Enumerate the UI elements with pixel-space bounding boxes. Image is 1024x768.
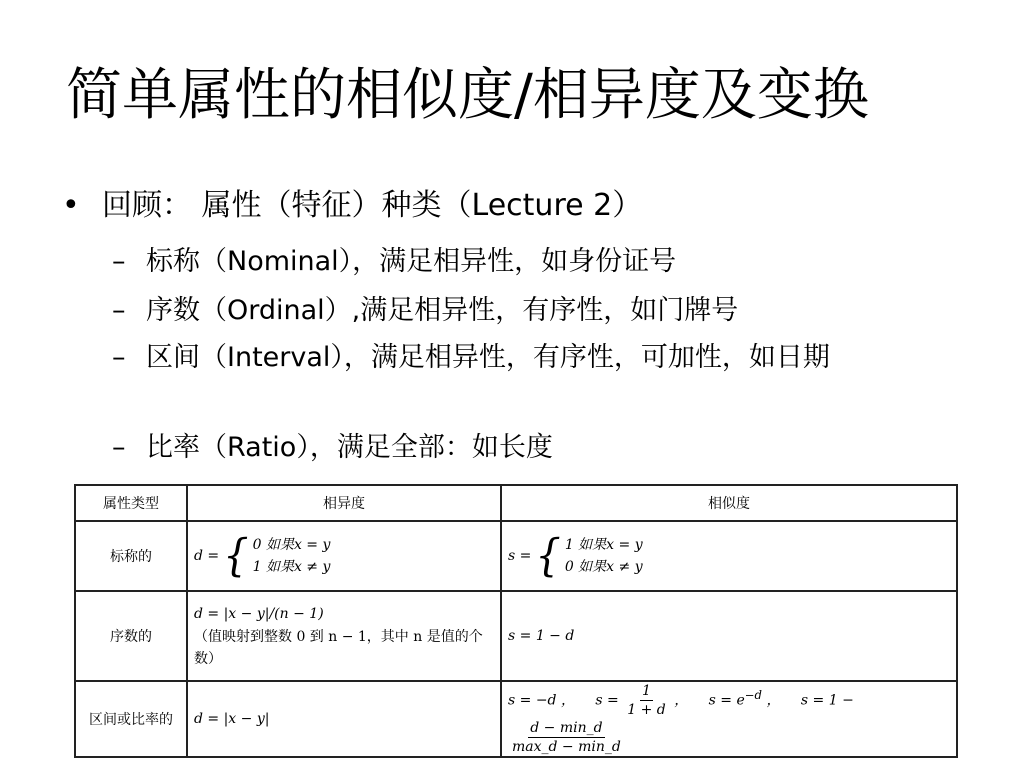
- formula-cases: [253, 534, 331, 578]
- sub-bullet-text: 区间（Interval），满足相异性，有序性，可加性，如日期: [146, 342, 830, 373]
- piecewise-formula: [508, 530, 950, 582]
- cell-similarity: [501, 521, 957, 591]
- similarity-table-image: [74, 484, 958, 764]
- formula-note: （值映射到整数 0 到 n − 1，其中 n 是值的个数）: [194, 629, 483, 667]
- header-dissimilarity: 相异度: [187, 485, 501, 521]
- cell-type: 区间或比率的: [75, 681, 187, 757]
- fraction-denominator: 1 + d: [627, 702, 666, 718]
- brace-symbol: {: [223, 530, 249, 582]
- formula-case: 1 如果x ≠ y: [252, 559, 331, 575]
- fraction-denominator: max_d − min_d: [512, 739, 621, 755]
- formula-negative-d: s = −d ，: [508, 692, 575, 709]
- fraction-reciprocal: [625, 682, 668, 719]
- sub-bullet-interval: [112, 340, 942, 376]
- table-header-row: [75, 485, 957, 521]
- main-bullet-text: 回顾： 属性（特征）种类（Lecture 2）: [102, 188, 643, 223]
- cell-dissimilarity: [187, 591, 501, 681]
- formula-exponent: −d: [744, 687, 762, 702]
- cell-dissimilarity: [187, 521, 501, 591]
- cell-dissimilarity: d = |x − y|: [187, 681, 501, 757]
- formula-case: 0 如果x ≠ y: [564, 559, 643, 575]
- formula-case: 1 如果x = y: [564, 537, 643, 553]
- cell-similarity: [501, 681, 957, 757]
- formula-exponential: s = e: [708, 692, 745, 709]
- sub-bullet-dash: –: [112, 432, 126, 463]
- formula-separator: ，: [674, 692, 689, 709]
- table-row-nominal: [75, 521, 957, 591]
- fraction-numerator: d − min_d: [530, 720, 603, 736]
- formula-lhs: s =: [508, 548, 532, 564]
- header-similarity: 相似度: [501, 485, 957, 521]
- fraction-numerator: 1: [642, 683, 651, 699]
- sub-bullet-ratio: [112, 430, 942, 466]
- formula-case: 0 如果x = y: [252, 537, 331, 553]
- brace-symbol: {: [535, 530, 561, 582]
- sub-bullet-dash: –: [112, 342, 126, 373]
- bullet-marker: •: [62, 188, 80, 223]
- piecewise-formula: [194, 530, 494, 582]
- sub-bullet-nominal: [112, 244, 942, 280]
- fraction-normalized: [510, 719, 623, 756]
- sub-bullet-text: 标称（Nominal），满足相异性，如身份证号: [146, 246, 677, 277]
- formula-normalized-lhs: s = 1 −: [800, 692, 854, 709]
- similarity-table: [74, 484, 958, 758]
- sub-bullet-text: 比率（Ratio），满足全部：如长度: [146, 432, 553, 463]
- sub-bullet-dash: –: [112, 246, 126, 277]
- formula-reciprocal-lhs: s =: [595, 692, 619, 709]
- table-row-interval-ratio: [75, 681, 957, 757]
- cell-similarity: s = 1 − d: [501, 591, 957, 681]
- formula-cases: [565, 534, 643, 578]
- formula-separator: ，: [766, 692, 781, 709]
- table-row-ordinal: [75, 591, 957, 681]
- cell-type: 标称的: [75, 521, 187, 591]
- sub-bullet-ordinal: [112, 293, 942, 329]
- formula-lhs: d =: [194, 548, 220, 564]
- slide-title: 简单属性的相似度/相异度及变换: [66, 63, 869, 128]
- formula: d = |x − y|/(n − 1): [194, 606, 324, 622]
- sub-bullet-dash: –: [112, 295, 126, 326]
- cell-type: 序数的: [75, 591, 187, 681]
- header-attribute-type: 属性类型: [75, 485, 187, 521]
- sub-bullet-text: 序数（Ordinal）,满足相异性，有序性，如门牌号: [146, 295, 739, 326]
